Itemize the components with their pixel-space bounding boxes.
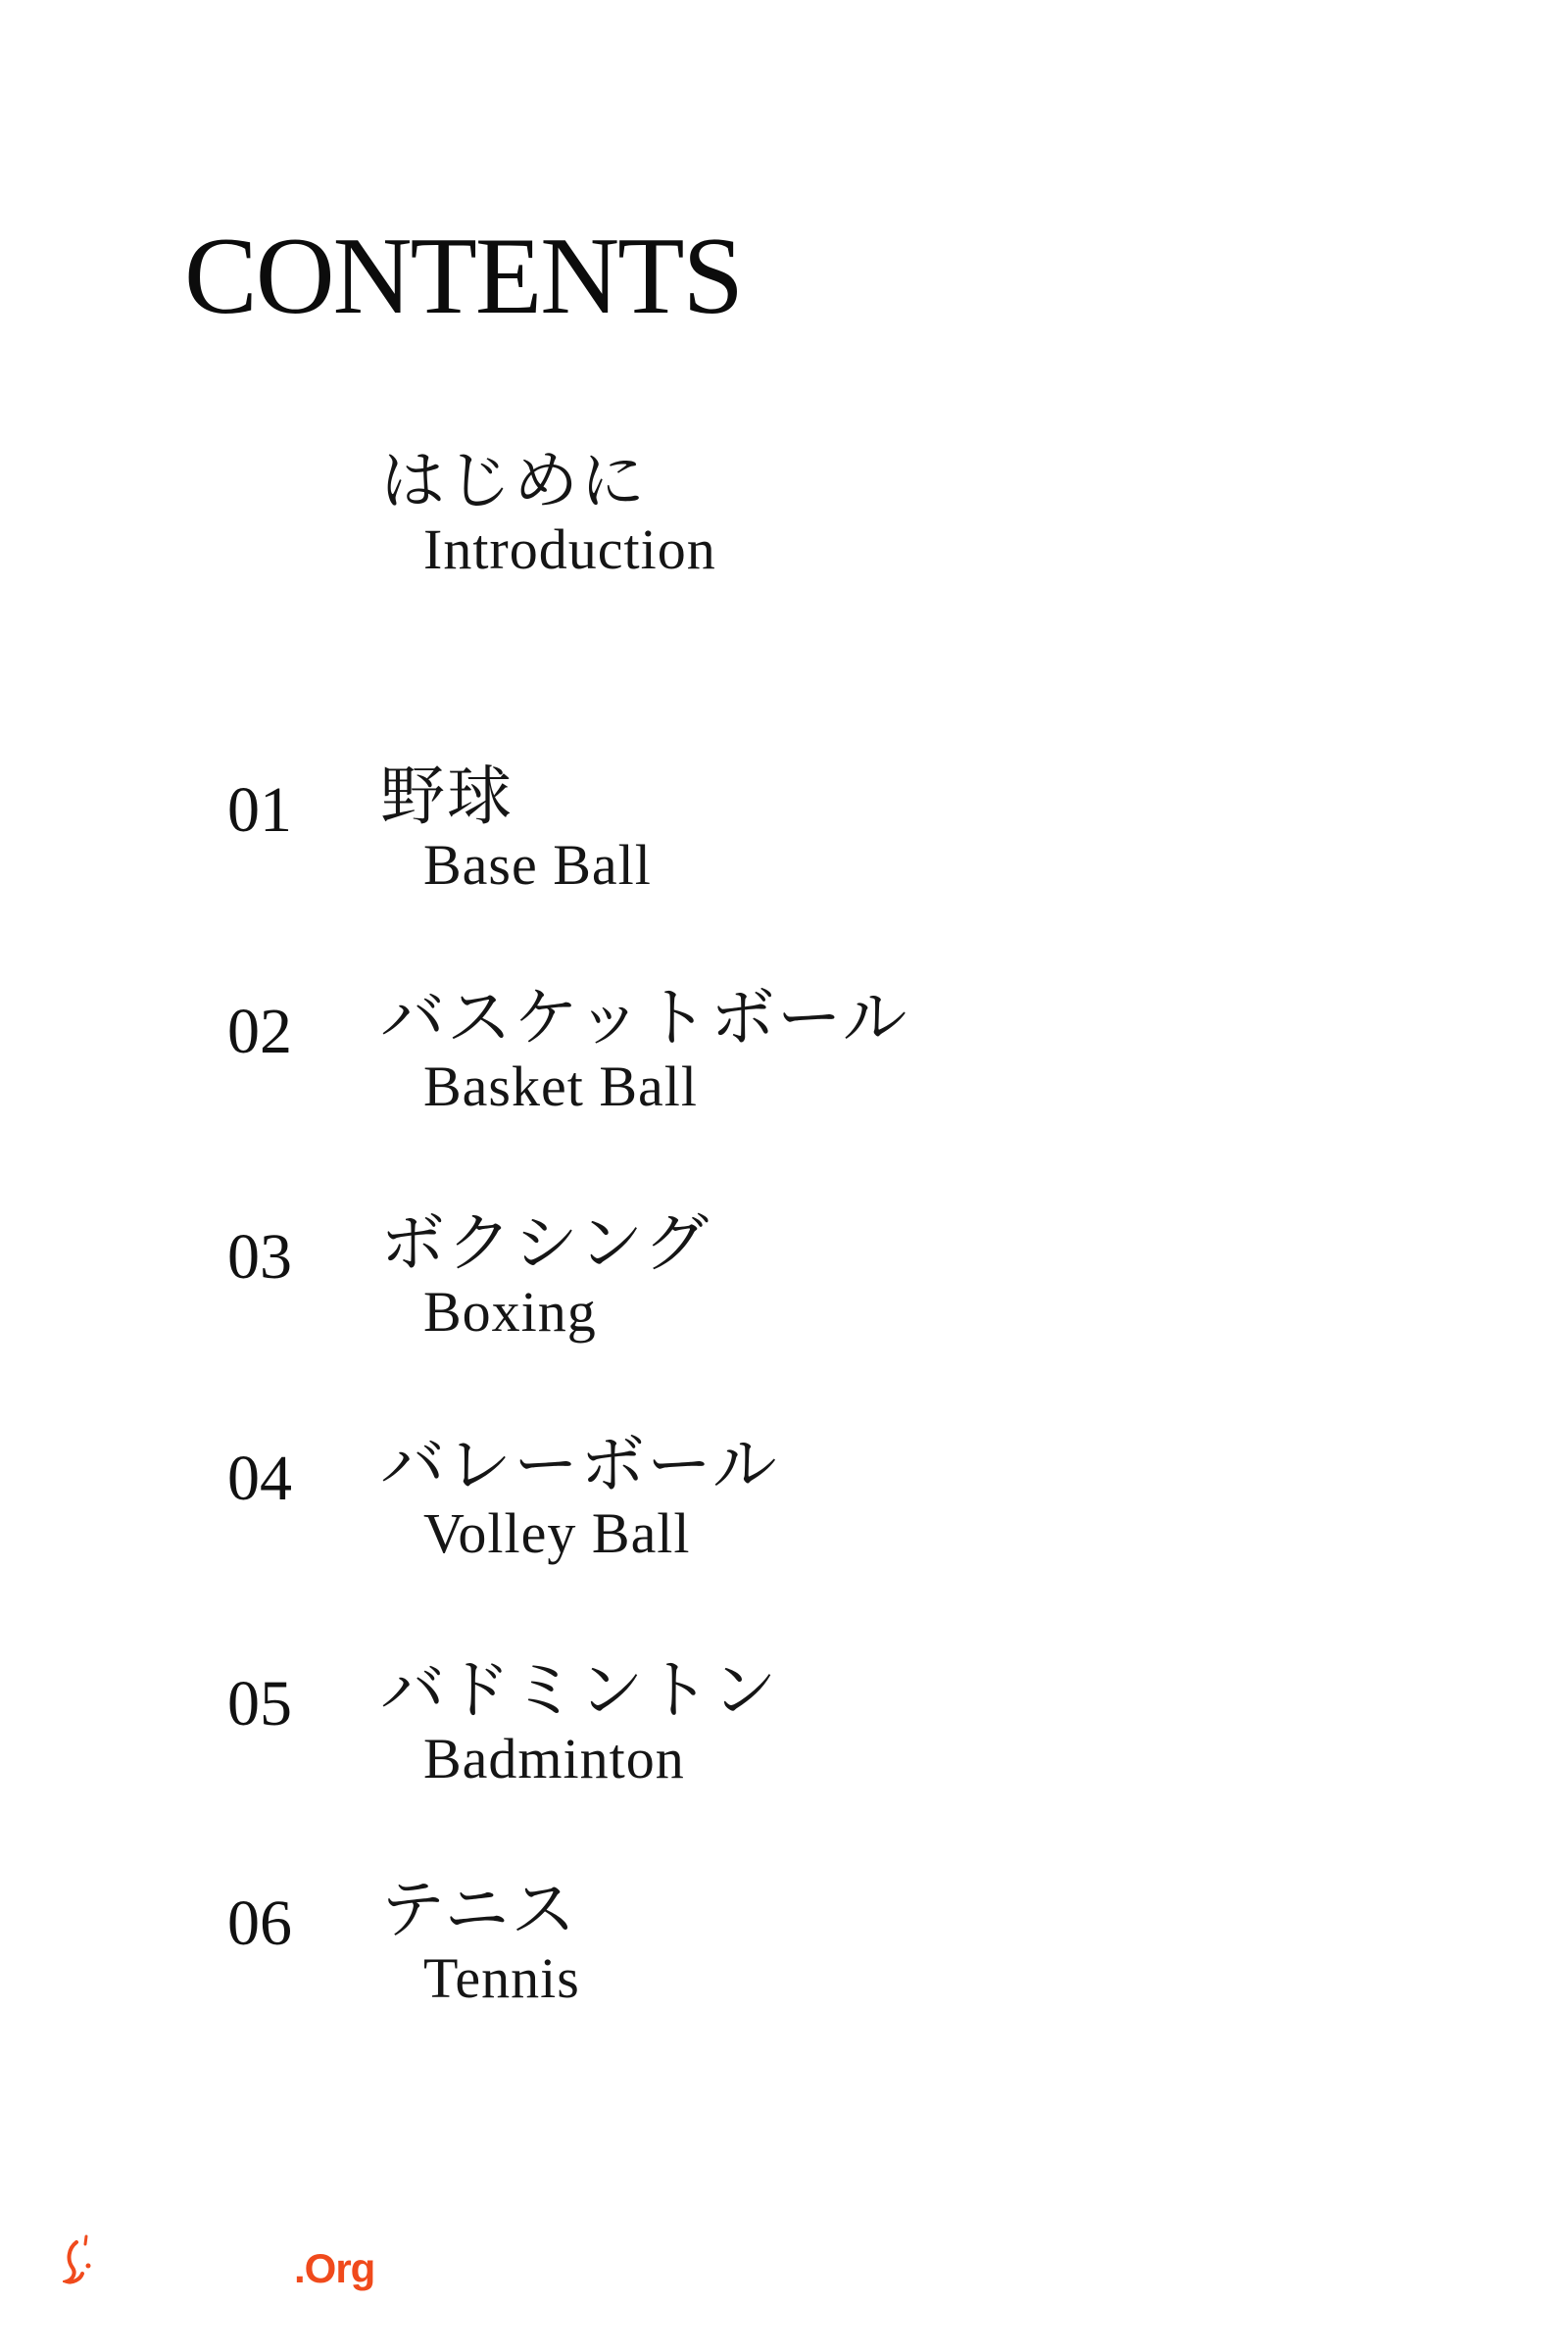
- chapter-jp-title: ボクシング: [380, 1205, 711, 1281]
- intro-jp-label: はじめに: [380, 443, 647, 518]
- chapter-jp-title: 野球: [380, 759, 514, 834]
- page-title: CONTENTS: [184, 216, 742, 337]
- chapter-number: 04: [227, 1443, 292, 1514]
- chapter-number: 06: [227, 1887, 292, 1959]
- chapter-en-title: Badminton: [423, 1727, 685, 1790]
- chapter-jp-title: テニス: [380, 1872, 578, 1947]
- chapter-jp-title: バスケットボール: [380, 980, 909, 1055]
- chapter-en-title: Boxing: [423, 1280, 597, 1344]
- swirl-logo-icon: [63, 2234, 102, 2293]
- chapter-en-title: Basket Ball: [423, 1054, 699, 1118]
- chapter-en-title: Base Ball: [423, 833, 652, 897]
- chapter-jp-title: バドミントン: [380, 1652, 779, 1728]
- intro-en-label: Introduction: [423, 517, 716, 581]
- chapter-number: 02: [227, 996, 292, 1067]
- chapter-jp-title: バレーボール: [380, 1427, 779, 1502]
- watermark-logo: [63, 2234, 386, 2303]
- chapter-en-title: Tennis: [423, 1946, 580, 2010]
- chapter-number: 01: [227, 774, 292, 846]
- chapter-number: 05: [227, 1668, 292, 1740]
- chapter-en-title: Volley Ball: [423, 1501, 691, 1565]
- chapter-number: 03: [227, 1221, 292, 1293]
- watermark-text: .Org: [294, 2245, 375, 2291]
